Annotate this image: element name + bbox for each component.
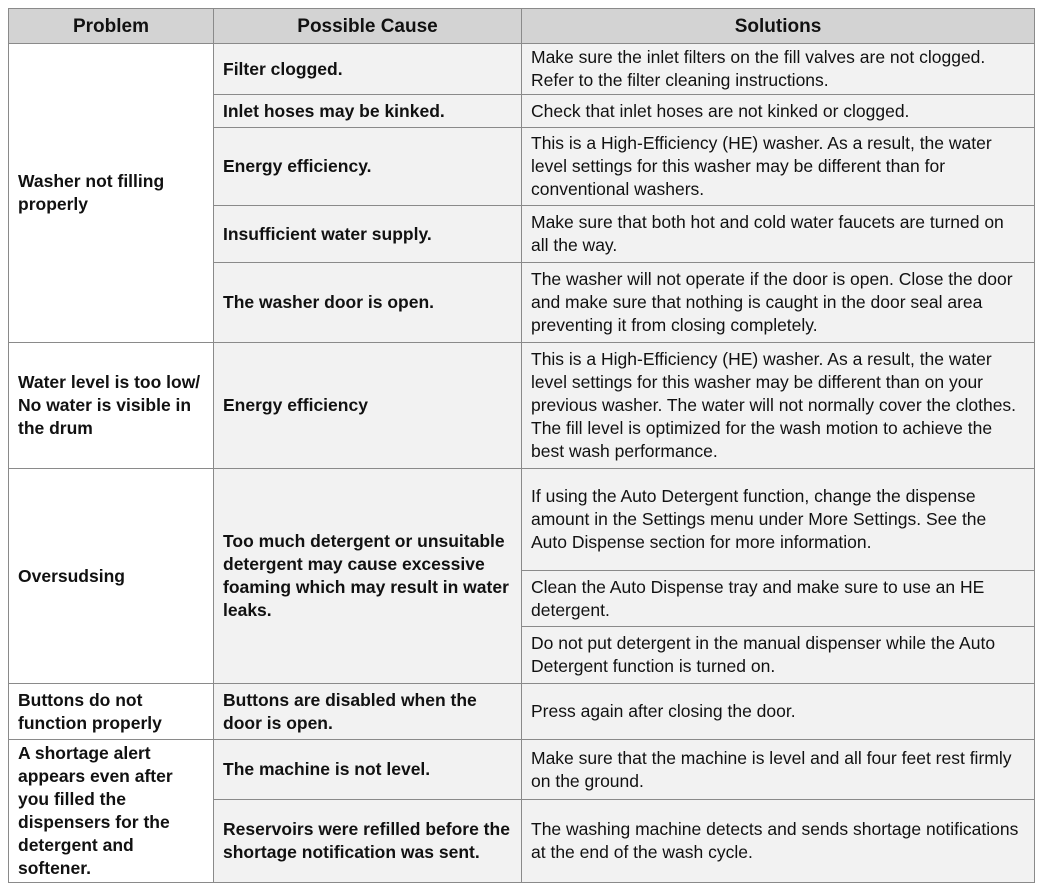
solution-cell: Clean the Auto Dispense tray and make sure to use an HE detergent. (522, 571, 1035, 627)
cause-cell: Inlet hoses may be kinked. (214, 95, 522, 128)
cause-cell: Reservoirs were refilled before the shortage notification was sent. (214, 800, 522, 883)
solution-cell: Make sure that both hot and cold water faucets are turned on all the way. (522, 206, 1035, 263)
solution-cell: If using the Auto Detergent function, change the dispense amount in the Settings menu under More Settings. See the Auto Dispense section for more information. (522, 469, 1035, 571)
solution-cell: Press again after closing the door. (522, 684, 1035, 740)
table-row (9, 44, 1035, 95)
table-row (9, 469, 1035, 571)
solution-cell: Make sure that the machine is level and all four feet rest firmly on the ground. (522, 740, 1035, 800)
solution-cell: This is a High-Efficiency (HE) washer. As a result, the water level settings for this washer may be different than on your previous washer. The water will not normally cover the clothes. The fill level is optimized for the wash motion to achieve the best wash performance. (522, 343, 1035, 469)
solution-cell: The washer will not operate if the door is open. Close the door and make sure that nothing is caught in the door seal area preventing it from closing completely. (522, 263, 1035, 343)
table-row (9, 343, 1035, 469)
solution-cell: The washing machine detects and sends shortage notifications at the end of the wash cycle. (522, 800, 1035, 883)
solution-cell: Do not put detergent in the manual dispenser while the Auto Detergent function is turned on. (522, 627, 1035, 684)
cause-cell: Filter clogged. (214, 44, 522, 95)
problem-cell: Water level is too low/ No water is visible in the drum (9, 343, 214, 469)
problem-cell: Oversudsing (9, 469, 214, 684)
cause-cell: Too much detergent or unsuitable detergent may cause excessive foaming which may result in water leaks. (214, 469, 522, 684)
cause-cell: The machine is not level. (214, 740, 522, 800)
header-possible-cause: Possible Cause (214, 9, 522, 44)
solution-cell: Check that inlet hoses are not kinked or clogged. (522, 95, 1035, 128)
problem-cell: Buttons do not function properly (9, 684, 214, 740)
problem-cell: A shortage alert appears even after you filled the dispensers for the detergent and softener. (9, 740, 214, 883)
table-row (9, 684, 1035, 740)
cause-cell: Buttons are disabled when the door is open. (214, 684, 522, 740)
header-row (9, 9, 1035, 44)
cause-cell: Insufficient water supply. (214, 206, 522, 263)
cause-cell: The washer door is open. (214, 263, 522, 343)
solution-cell: This is a High-Efficiency (HE) washer. As a result, the water level settings for this washer may be different than for conventional washers. (522, 128, 1035, 206)
header-solutions: Solutions (522, 9, 1035, 44)
troubleshooting-table (8, 8, 1035, 883)
problem-cell: Washer not filling properly (9, 44, 214, 343)
table-row (9, 740, 1035, 800)
cause-cell: Energy efficiency. (214, 128, 522, 206)
solution-cell: Make sure the inlet filters on the fill valves are not clogged. Refer to the filter cleaning instructions. (522, 44, 1035, 95)
cause-cell: Energy efficiency (214, 343, 522, 469)
header-problem: Problem (9, 9, 214, 44)
